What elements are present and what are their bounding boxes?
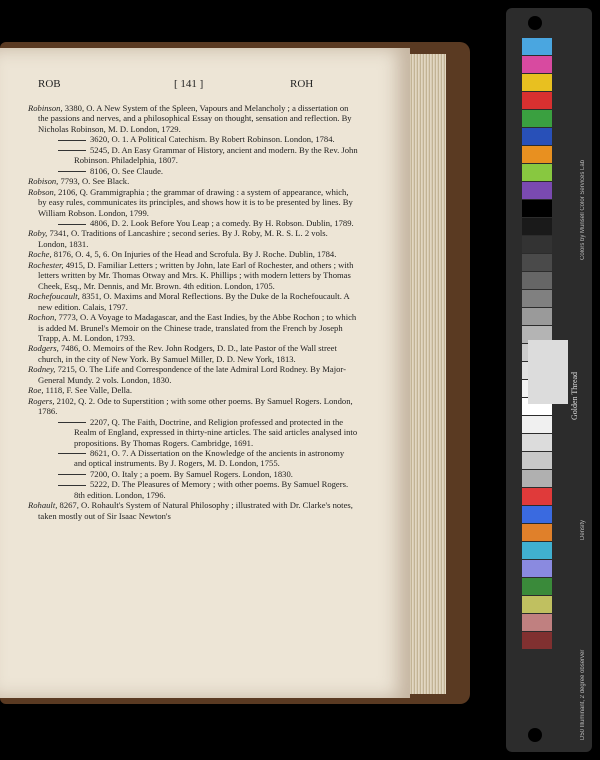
bottom-text: D50 Illuminant, 2 degree observer (580, 649, 586, 740)
sub-entry (28, 145, 358, 166)
ditto-dash (58, 422, 86, 423)
entry-name: Robinson, (28, 103, 63, 113)
color-swatch (522, 74, 552, 92)
ditto-dash (58, 171, 86, 172)
entry-text: 8621, O. 7. A Dissertation on the Knowledge of the ancients in astronomy and optical instruments. By J. Rogers, M. D. London, 1755. (74, 447, 345, 469)
ditto-dash (58, 453, 86, 454)
entry-text: 7341, O. Traditions of Lancashire ; second series. By J. Roby, M. R. S. L. 2 vols. London, 1831. (38, 228, 328, 249)
color-swatch (522, 596, 552, 614)
header-left: ROB (38, 78, 61, 90)
entry-text: 8176, O. 4, 5, 6. On Injuries of the Head and Scrofula. By J. Roche. Dublin, 1784. (51, 249, 337, 260)
sub-entry (28, 166, 358, 176)
ditto-dash (58, 140, 86, 141)
sub-entry (28, 218, 358, 228)
color-swatch (522, 632, 552, 650)
color-swatch (522, 452, 552, 470)
color-swatch (522, 146, 552, 164)
ditto-dash (58, 150, 86, 151)
density-label: Density (580, 519, 586, 540)
catalog-entry (28, 385, 358, 395)
color-swatch (522, 110, 552, 128)
entry-name: Rodney, (28, 364, 56, 375)
entry-text: 2102, Q. 2. Ode to Superstition ; with some other poems. By Samuel Rogers. London, 1786. (38, 395, 353, 417)
sub-entry (28, 448, 358, 469)
color-swatch (522, 524, 552, 542)
entry-text: 7215, O. The Life and Correspondence of the late Admiral Lord Rodney. By Major-General Mundy. 2 vols. London, 1830. (38, 364, 346, 385)
page-number: [ 141 ] (174, 78, 204, 90)
entry-text: 8106, O. See Claude. (90, 165, 164, 176)
entry-text: 1118, F. See Valle, Della. (43, 385, 133, 396)
page-edges (410, 54, 446, 694)
catalog-entry (28, 343, 358, 364)
entry-name: Roche, (28, 249, 52, 260)
entry-name: Roby, (28, 228, 48, 239)
entry-text: 7793, O. See Black. (58, 176, 130, 187)
color-swatch (522, 542, 552, 560)
entry-text: 7200, O. Italy ; a poem. By Samuel Rogers. London, 1830. (90, 468, 293, 479)
catalog-entry (28, 176, 358, 186)
entry-text: 4915, D. Familiar Letters ; written by John, late Earl of Rochester, and others ; with letters written by Mr. Thomas Otway and Mrs. K. Phillips ; with modern letters by Thomas Cheek, Esq., Mr. Dennis, and Mr. Brown. 4th edition. London, 1705. (38, 259, 354, 291)
sub-entry (28, 134, 358, 144)
entry-text: 5245, D. An Easy Grammar of History, ancient and modern. By the Rev. John Robinson. Philadelphia, 1807. (74, 144, 358, 166)
catalog-entry (28, 228, 358, 249)
catalog-entries (28, 103, 358, 521)
color-swatch (522, 614, 552, 632)
sub-entry (28, 469, 358, 479)
entry-name: Roe, (28, 385, 44, 396)
color-swatch (522, 290, 552, 308)
ditto-dash (58, 474, 86, 475)
color-swatch (522, 164, 552, 182)
color-swatch (522, 560, 552, 578)
color-swatch (522, 38, 552, 56)
sub-entry (28, 417, 358, 448)
ditto-dash (58, 224, 86, 225)
ditto-dash (58, 485, 86, 486)
color-swatch (522, 578, 552, 596)
color-swatch (522, 128, 552, 146)
header-right: ROH (290, 78, 314, 90)
entry-text: 2106, Q. Grammigraphia ; the grammar of drawing : a system of appearance, which, by easy rules, communicates its principles, and shows how it is to be presented by lines. By William Robson. London, 1799. (38, 186, 353, 218)
logo-text: Golden Thread (570, 371, 579, 420)
entry-name: Rochon, (28, 312, 57, 323)
color-swatch (522, 254, 552, 272)
catalog-entry (28, 364, 358, 385)
entry-name: Rodgers, (28, 343, 59, 354)
catalog-entry (28, 291, 358, 312)
entry-name: Robison, (28, 176, 59, 187)
hole-bottom (528, 728, 542, 742)
entry-text: 7773, O. A Voyage to Madagascar, and the East Indies, by the Abbe Rochon ; to which is added M. Brunel's Memoir on the Chinese trade, translated from the French by Joseph Trapp, A. M. London, 1793. (38, 312, 357, 343)
catalog-entry (28, 103, 358, 134)
color-swatch (522, 488, 552, 506)
entry-text: 3620, O. 1. A Political Catechism. By Robert Robinson. London, 1784. (90, 134, 335, 145)
entry-text: 8351, O. Maxims and Moral Reflections. By the Duke de la Rochefoucault. A new edition. Calais, 1797. (38, 291, 350, 312)
color-swatch (522, 218, 552, 236)
entry-text: 4806, D. 2. Look Before You Leap ; a comedy. By H. Robson. Dublin, 1789. (90, 217, 354, 228)
running-header (0, 78, 410, 96)
color-swatch (522, 434, 552, 452)
color-swatch (522, 200, 552, 218)
entry-text: 7486, O. Memoirs of the Rev. John Rodgers, D. D., late Pastor of the Wall street church, in the city of New York. By Samuel Miller, D. D. New York, 1813. (38, 343, 337, 364)
color-swatch (522, 416, 552, 434)
color-swatch (522, 236, 552, 254)
color-swatch (522, 308, 552, 326)
logo-chip (528, 340, 568, 404)
side-text: Colors by Munsell Color Services Lab (580, 159, 586, 260)
entry-text: 5222, D. The Pleasures of Memory ; with other poems. By Samuel Rogers. 8th edition. London, 1796. (74, 479, 349, 500)
entry-name: Rochefoucault, (28, 291, 80, 302)
catalog-entry (28, 249, 358, 259)
color-swatch (522, 92, 552, 110)
color-swatch (522, 506, 552, 524)
catalog-entry (28, 500, 358, 521)
color-swatch (522, 56, 552, 74)
catalog-entry (28, 187, 358, 218)
catalog-entry (28, 260, 358, 291)
entry-text: 8267, O. Rohault's System of Natural Philosophy ; illustrated with Dr. Clarke's notes, taken mostly out of Sir Isaac Newton's (38, 500, 353, 521)
entry-name: Rohault, (28, 500, 58, 511)
entry-text: 3380, O. A New System of the Spleen, Vapours and Melancholy ; a dissertation on the passions and nerves, and a philosophical Essay on thought, sensation and reflection. By Nicholas Robinson, M. D. London, 1729. (38, 103, 352, 134)
entry-text: 2207, Q. The Faith, Doctrine, and Religion professed and protected in the Realm of England, expressed in thirty-nine articles. The said articles analysed into propositions. By Thomas Rogers. Cambridge, 1691. (74, 416, 358, 448)
catalog-entry (28, 396, 358, 417)
sub-entry (28, 479, 358, 500)
catalog-entry (28, 312, 358, 343)
color-swatch (522, 182, 552, 200)
entry-name: Robson, (28, 186, 56, 197)
color-swatch (522, 470, 552, 488)
color-swatch (522, 272, 552, 290)
entry-name: Rogers, (28, 395, 55, 406)
hole-top (528, 16, 542, 30)
entry-name: Rochester, (28, 259, 64, 270)
